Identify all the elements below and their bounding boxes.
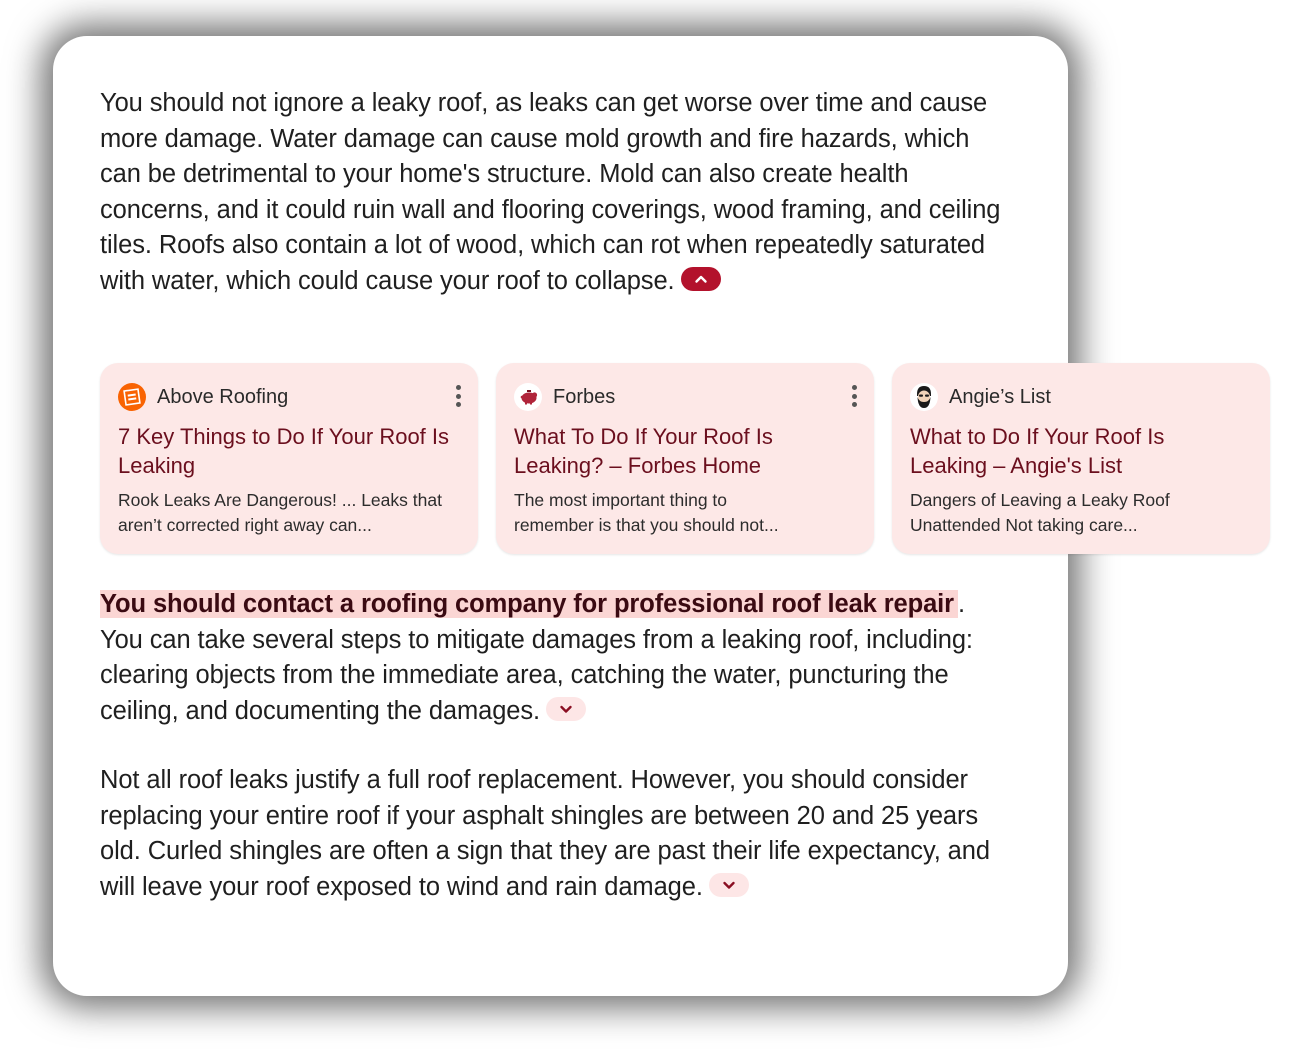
source-snippet-line-2: aren’t corrected right away can... xyxy=(118,515,372,535)
source-snippet-line-1: The most important thing to xyxy=(514,490,728,510)
more-options-icon[interactable] xyxy=(850,385,858,409)
expand-sources-button[interactable] xyxy=(546,697,586,721)
source-snippet-line-1: Rook Leaks Are Dangerous! ... Leaks that xyxy=(118,490,442,510)
source-title-line-1: What to Do If Your Roof Is xyxy=(910,424,1165,449)
source-title-line-2: Leaking – Angie's List xyxy=(910,453,1123,478)
angies-list-avatar-icon xyxy=(910,383,938,411)
overview-paragraph-2 xyxy=(100,587,1010,729)
source-cards-carousel[interactable] xyxy=(100,363,1170,555)
more-options-icon[interactable] xyxy=(454,385,462,409)
ai-overview-card xyxy=(53,36,1170,996)
home-depot-logo-icon xyxy=(118,383,146,411)
highlighted-answer: You should contact a roofing company for professional roof leak repair xyxy=(100,590,958,618)
source-title-link[interactable] xyxy=(514,422,864,480)
chevron-down-icon xyxy=(722,878,736,892)
paragraph-1-text: You should not ignore a leaky roof, as leaks can get worse over time and cause more damage. Water damage can cause mold growth and fire hazards, which can be detrimental to your home's structure. Mold can also create health concerns, and it could ruin wall and flooring coverings, wood framing, and ceiling tiles. Roofs also contain a lot of wood, which can rot when repeatedly saturated with water, which could cause your roof to collapse. xyxy=(100,89,1001,295)
source-snippet-line-2: remember is that you should not... xyxy=(514,515,779,535)
source-name: Above Roofing xyxy=(157,385,289,408)
forbes-piggy-bank-icon xyxy=(514,383,542,411)
source-card-forbes[interactable] xyxy=(496,363,874,554)
expand-sources-button[interactable] xyxy=(709,873,749,897)
source-snippet xyxy=(514,488,864,538)
source-title-line-1: 7 Key Things to Do If Your Roof Is xyxy=(118,424,450,449)
source-name: Angie’s List xyxy=(949,385,1051,408)
source-snippet xyxy=(910,488,1260,538)
overview-paragraph-1 xyxy=(100,86,1010,299)
paragraph-3-text: Not all roof leaks justify a full roof replacement. However, you should consider replacing your entire roof if your asphalt shingles are between 20 and 25 years old. Curled shingles are often a sign that they are past their life expectancy, and will leave your roof exposed to wind and rain damage. xyxy=(100,766,990,901)
source-title-line-1: What To Do If Your Roof Is xyxy=(514,424,773,449)
chevron-down-icon xyxy=(559,702,573,716)
source-title-line-2: Leaking xyxy=(118,453,196,478)
source-card-above-roofing[interactable] xyxy=(100,363,478,554)
source-snippet-line-1: Dangers of Leaving a Leaky Roof xyxy=(910,490,1170,510)
overview-paragraph-3 xyxy=(100,763,1010,905)
source-title-line-2: Leaking? – Forbes Home xyxy=(514,453,762,478)
source-card-angies-list[interactable] xyxy=(892,363,1270,554)
chevron-up-icon xyxy=(694,272,708,286)
source-title-link[interactable] xyxy=(910,422,1260,480)
source-title-link[interactable] xyxy=(118,422,468,480)
source-name: Forbes xyxy=(553,385,616,408)
source-snippet xyxy=(118,488,468,538)
paragraph-2-text: . You can take several steps to mitigate damages from a leaking roof, including: clearing objects from the immediate area, catching the water, puncturing the ceiling, and documenting the damages. xyxy=(100,590,973,725)
collapse-sources-button[interactable] xyxy=(681,267,721,291)
source-snippet-line-2: Unattended Not taking care... xyxy=(910,515,1138,535)
